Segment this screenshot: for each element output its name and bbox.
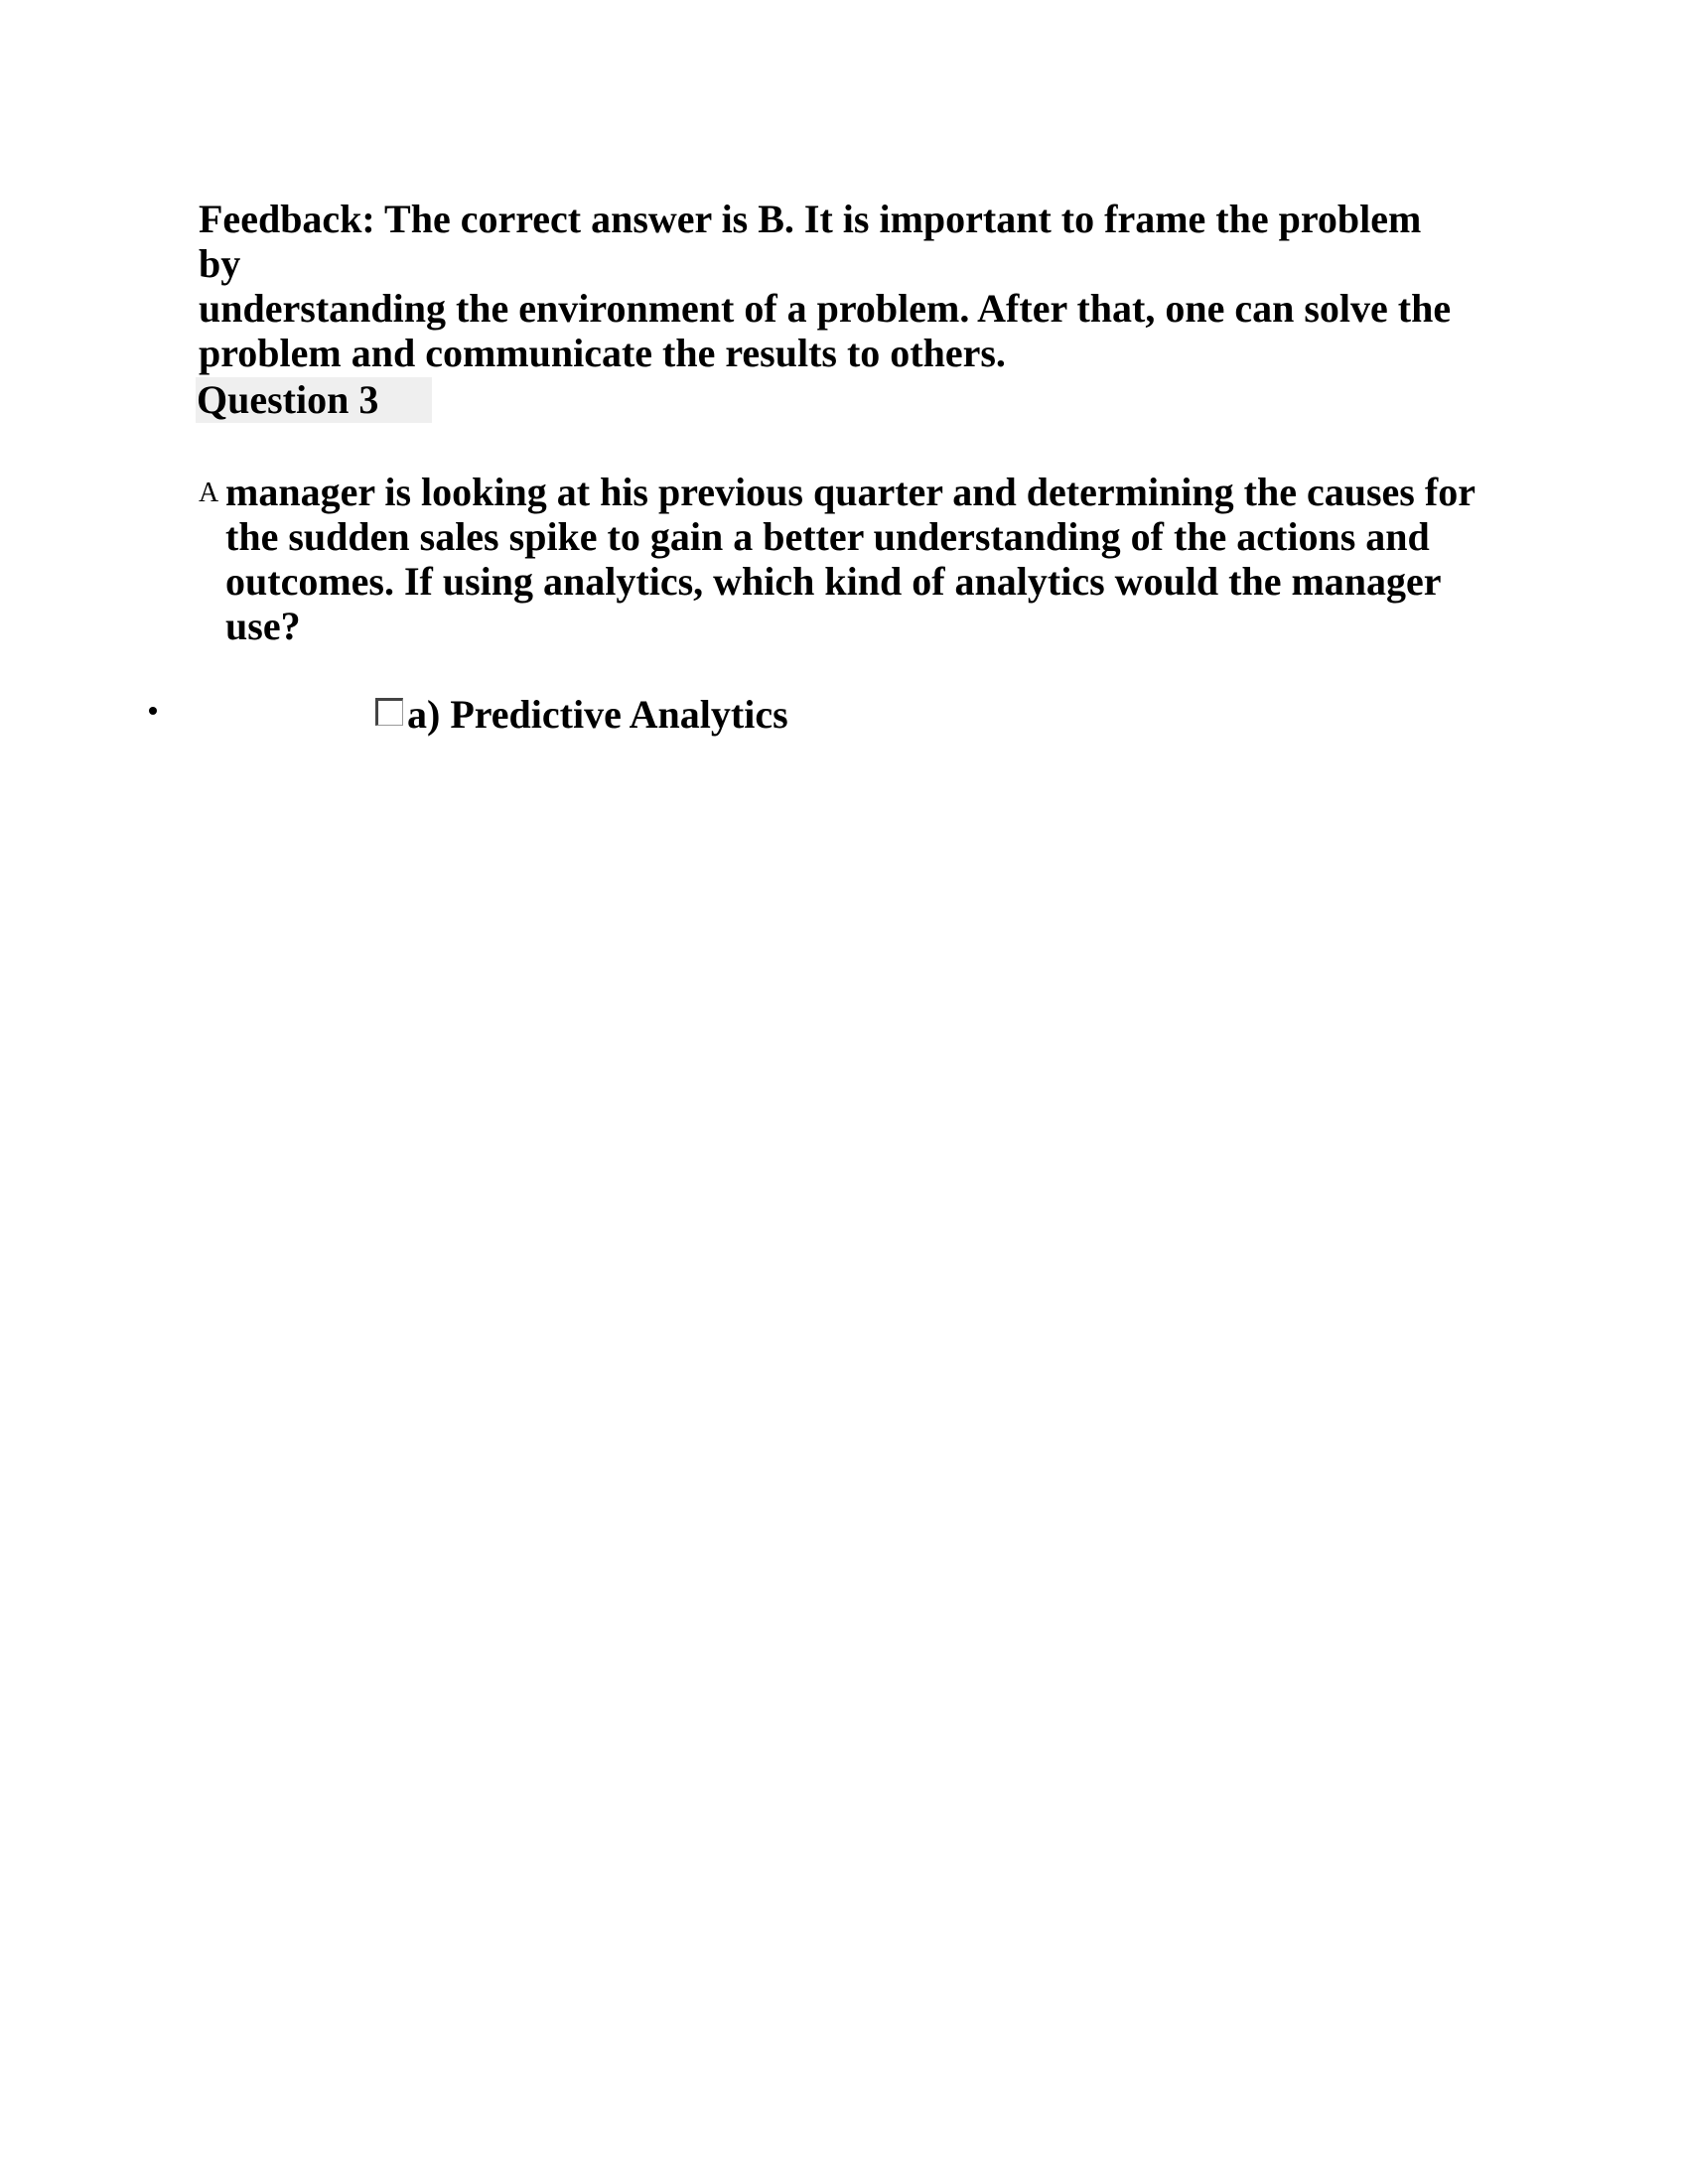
question-title: Question 3: [197, 377, 379, 422]
feedback-text: [199, 197, 1470, 375]
question-header: [196, 377, 432, 423]
answer-option-a[interactable]: [149, 692, 1241, 745]
question-line: use?: [225, 604, 301, 648]
feedback-line: problem and communicate the results to others.: [199, 331, 1006, 375]
feedback-line: Feedback: The correct answer is B. It is important to frame the problem by: [199, 197, 1422, 286]
question-line: manager is looking at his previous quarter and determining the causes for: [225, 470, 1476, 514]
question-text: [199, 470, 1479, 648]
question-line: outcomes. If using analytics, which kind of analytics would the manager: [225, 559, 1442, 604]
answer-option-label[interactable]: a) Predictive Analytics: [407, 692, 788, 737]
answer-checkbox[interactable]: [375, 698, 403, 726]
feedback-line: understanding the environment of a problem. After that, one can solve the: [199, 286, 1452, 331]
question-line: the sudden sales spike to gain a better understanding of the actions and: [225, 514, 1430, 559]
question-text-body: [225, 470, 1479, 648]
question-lead-letter: A: [199, 478, 219, 508]
bullet-icon: [149, 707, 157, 715]
